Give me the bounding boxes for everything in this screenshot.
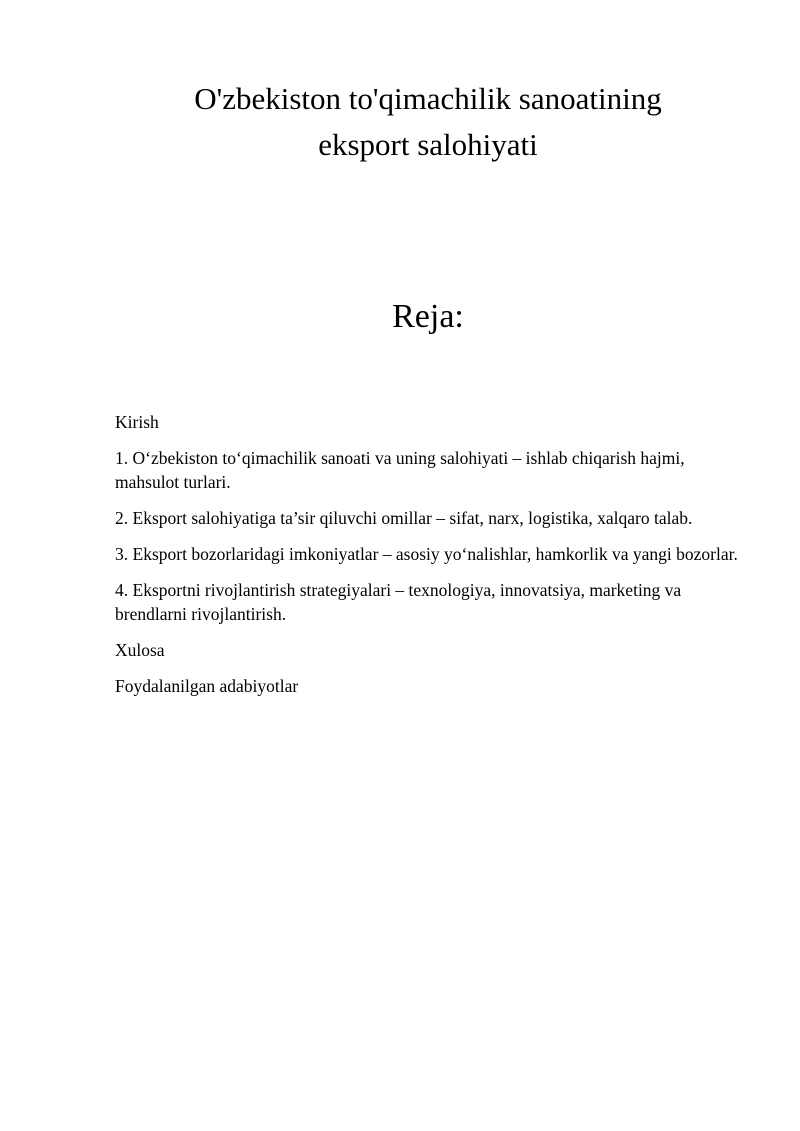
document-title [115,76,741,168]
plan-item-2: 2. Eksport salohiyatiga ta’sir qiluvchi omillar – sifat, narx, logistika, xalqaro talab. [115,508,693,528]
title-line-2: eksport salohiyati [318,127,538,162]
plan-list [115,410,745,710]
title-line-1: O'zbekiston to'qimachilik sanoatining [194,81,662,116]
plan-item-intro: Kirish [115,412,159,432]
plan-item-1: 1. O‘zbekiston to‘qimachilik sanoati va uning salohiyati – ishlab chiqarish hajmi, mahsulot turlari. [115,448,685,492]
plan-heading: Reja: [392,298,464,335]
plan-item-4: 4. Eksportni rivojlantirish strategiyalari – texnologiya, innovatsiya, marketing va brendlarni rivojlantirish. [115,580,682,624]
plan-item-conclusion: Xulosa [115,640,165,660]
plan-item-references: Foydalanilgan adabiyotlar [115,676,299,696]
plan-item-3: 3. Eksport bozorlaridagi imkoniyatlar – asosiy yo‘nalishlar, hamkorlik va yangi bozorlar. [115,544,738,564]
